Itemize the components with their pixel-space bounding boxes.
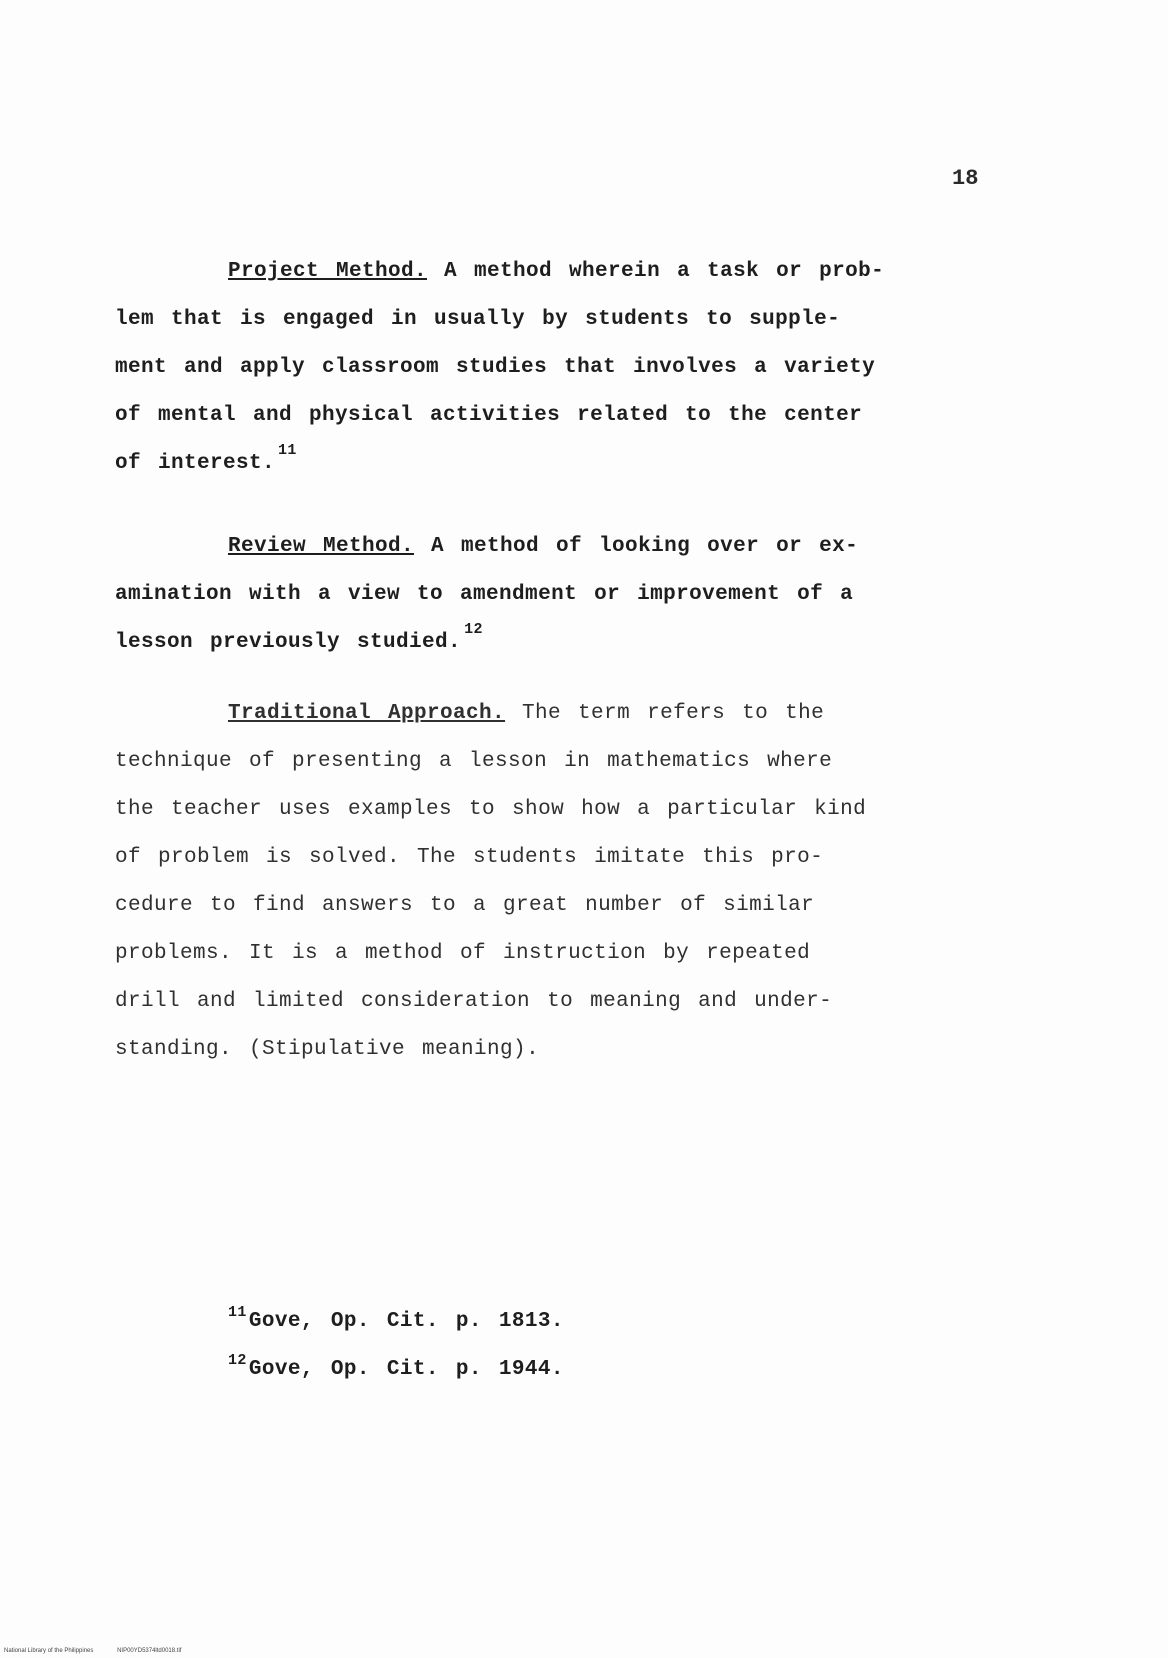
footnotes xyxy=(228,1298,564,1394)
paragraph-text: A method wherein a task or prob- xyxy=(427,260,885,283)
paragraph-line: ment and apply classroom studies that involves a variety xyxy=(115,356,876,379)
footnote-text: Gove, Op. Cit. p. 1944. xyxy=(248,1358,564,1381)
paragraph-line: of problem is solved. The students imitate this pro- xyxy=(115,846,824,869)
paragraph-text: A method of looking over or ex- xyxy=(414,535,859,558)
paragraph-line xyxy=(115,619,895,667)
file-name: NIP00YD5374ltd0018.tif xyxy=(117,1648,182,1654)
paragraph-line: lem that is engaged in usually by students to supple- xyxy=(115,308,841,331)
paragraph-text: of interest. xyxy=(115,452,276,475)
library-name: National Library of the Philippines xyxy=(4,1648,94,1654)
page-number: 18 xyxy=(952,166,979,191)
paragraph-line xyxy=(115,690,895,738)
footnote xyxy=(228,1346,564,1394)
term-heading: Review Method. xyxy=(228,535,415,558)
paragraph-line xyxy=(115,523,895,571)
paragraph-line: cedure to find answers to a great number of similar xyxy=(115,894,815,917)
paragraph-line xyxy=(115,440,895,488)
paragraph-text: lesson previously studied. xyxy=(115,631,462,654)
paragraph-review-method xyxy=(115,523,895,667)
paragraph-traditional-approach xyxy=(115,690,895,1074)
footnote xyxy=(228,1298,564,1346)
paragraph-line: drill and limited consideration to meaning and under- xyxy=(115,990,833,1013)
paragraph-project-method xyxy=(115,248,895,488)
paragraph-line: problems. It is a method of instruction by repeated xyxy=(115,942,811,965)
paragraph-line: of mental and physical activities related to the center xyxy=(115,404,863,427)
footnote-reference: 12 xyxy=(464,621,483,638)
footnote-number: 12 xyxy=(228,1352,247,1369)
term-heading: Traditional Approach. xyxy=(228,702,506,725)
paragraph-line: the teacher uses examples to show how a particular kind xyxy=(115,798,867,821)
term-heading: Project Method. xyxy=(228,260,428,283)
footnote-number: 11 xyxy=(228,1304,247,1321)
paragraph-line: amination with a view to amendment or improvement of a xyxy=(115,583,854,606)
paragraph-line: technique of presenting a lesson in mathematics where xyxy=(115,750,833,773)
paragraph-line xyxy=(115,248,895,296)
paragraph-line: standing. (Stipulative meaning). xyxy=(115,1038,540,1061)
paragraph-text: The term refers to the xyxy=(505,702,825,725)
scan-footer xyxy=(4,1648,181,1654)
footnote-text: Gove, Op. Cit. p. 1813. xyxy=(248,1310,564,1333)
footnote-reference: 11 xyxy=(278,442,297,459)
